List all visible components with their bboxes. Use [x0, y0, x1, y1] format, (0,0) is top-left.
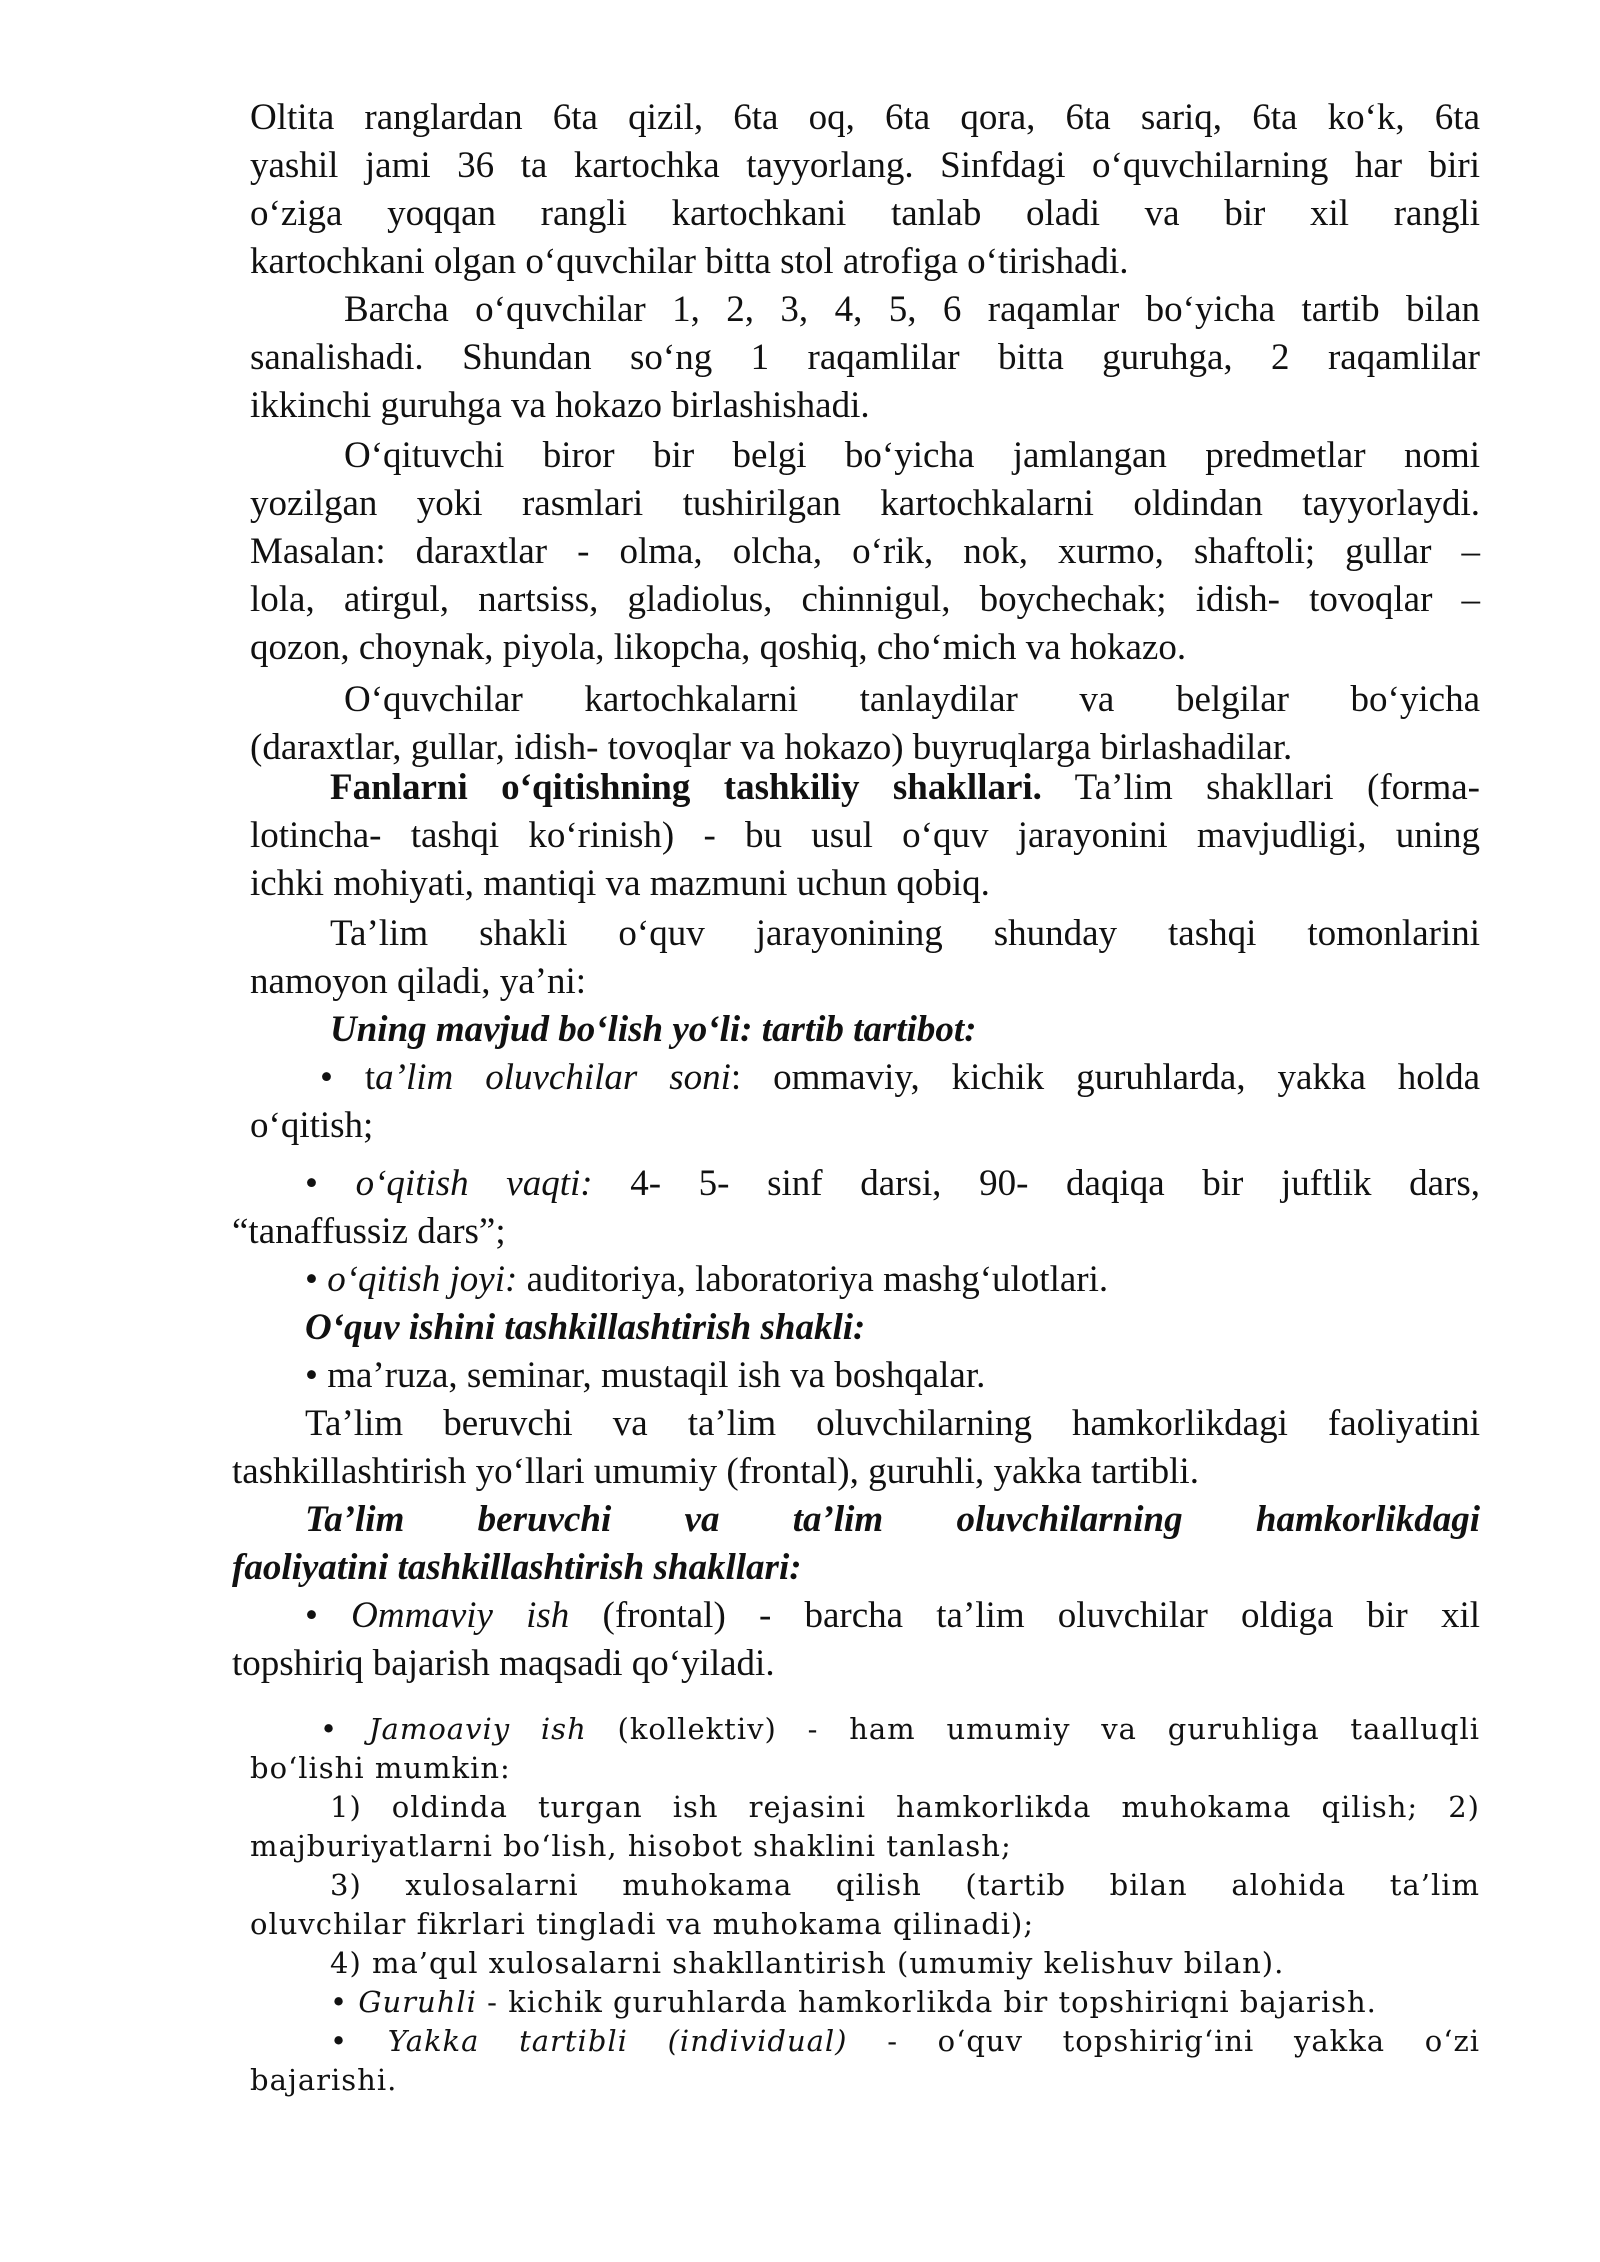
- paragraph-forms-of-teaching-cont: [250, 812, 1480, 908]
- text-line: o‘qitish;: [250, 1105, 374, 1146]
- text-line: topshiriq bajarish maqsadi qo‘yiladi.: [232, 1643, 775, 1684]
- text-line: [320, 1054, 1480, 1102]
- term-italic: o‘qitish vaqti:: [355, 1163, 593, 1204]
- paragraph-cooperation-ways: [305, 1400, 1480, 1448]
- text-line: 4) ma’qul xulosalarni shakllantirish (umumiy kelishuv bilan).: [330, 1946, 1285, 1980]
- paragraph-numbering: [344, 286, 1480, 334]
- term-italic: Yakka tartibli (individual): [387, 2024, 848, 2058]
- text-line: [305, 1256, 1480, 1304]
- term-italic: o‘qitish joyi:: [327, 1259, 518, 1300]
- term-italic: Ommaviy ish: [351, 1595, 570, 1636]
- subheading-organization-form: [305, 1304, 1480, 1352]
- text-line: Barcha o‘quvchilar 1, 2, 3, 4, 5, 6 raqamlar bo‘yicha tartib bilan: [344, 289, 1480, 330]
- bullet-teaching-time-cont: [232, 1208, 1480, 1256]
- text-line: (daraxtlar, gullar, idish- tovoqlar va hokazo) buyruqlarga birlashadilar.: [250, 727, 1293, 768]
- bullet-marker: •: [305, 1259, 328, 1300]
- text-line: ichki mohiyati, mantiqi va mazmuni uchun qobiq.: [250, 863, 990, 904]
- step-plan-discussion-cont: [250, 1827, 1480, 1866]
- text-line: [330, 764, 1480, 812]
- text-line: O‘qituvchi biror bir belgi bo‘yicha jamlangan predmetlar nomi: [344, 435, 1480, 476]
- bullet-marker: •: [330, 1985, 359, 2019]
- bullet-individual-work-cont: [250, 2061, 1480, 2100]
- paragraph-forms-of-teaching: [330, 764, 1480, 812]
- bullet-collective-work: [320, 1710, 1480, 1749]
- text-span: : ommaviy, kichik guruhlarda, yakka holda: [730, 1057, 1480, 1098]
- text-line: faoliyatini tashkillashtirish shakllari:: [232, 1547, 802, 1588]
- text-line: lola, atirgul, nartsiss, gladiolus, chinnigul, boychechak; idish- tovoqlar –: [250, 579, 1480, 620]
- text-line: [320, 1710, 1480, 1749]
- text-line: 1) oldinda turgan ish rejasini hamkorlikda muhokama qilish; 2): [330, 1790, 1480, 1824]
- text-line: [330, 2022, 1480, 2061]
- bullet-frontal-work-cont: [232, 1640, 1480, 1688]
- text-line: Ta’lim beruvchi va ta’lim oluvchilarning hamkorlikdagi: [305, 1499, 1480, 1540]
- paragraph-colored-cards-cont: [250, 142, 1480, 286]
- text-line: oluvchilar fikrlari tingladi va muhokama qilinadi);: [250, 1907, 1035, 1941]
- text-line: yozilgan yoki rasmlari tushirilgan kartochkalarni oldindan tayyorlaydi.: [250, 483, 1480, 524]
- paragraph-teacher-cards-cont: [250, 480, 1480, 672]
- text-line: O‘quv ishini tashkillashtirish shakli:: [305, 1307, 866, 1348]
- bullet-collective-work-cont: [250, 1749, 1480, 1788]
- text-line: kartochkani olgan o‘quvchilar bitta stol atrofiga o‘tirishadi.: [250, 241, 1129, 282]
- bullet-teaching-time: [305, 1160, 1480, 1208]
- term-italic: Jamoaviy ish: [368, 1712, 587, 1746]
- bullet-teaching-place: [305, 1256, 1480, 1304]
- text-line: Ta’lim beruvchi va ta’lim oluvchilarning hamkorlikdagi faoliyatini: [305, 1403, 1480, 1444]
- text-line: yashil jami 36 ta kartochka tayyorlang. Sinfdagi o‘quvchilarning har biri: [250, 145, 1480, 186]
- paragraph-colored-cards: [250, 94, 1480, 142]
- text-line: Masalan: daraxtlar - olma, olcha, o‘rik, nok, xurmo, shaftoli; gullar –: [250, 531, 1480, 572]
- paragraph-students-choose: [344, 676, 1480, 724]
- text-line: [305, 1160, 1480, 1208]
- bullet-individual-work: [330, 2022, 1480, 2061]
- text-line: Oltita ranglardan 6ta qizil, 6ta oq, 6ta qora, 6ta sariq, 6ta ko‘k, 6ta: [250, 97, 1480, 138]
- bullet-marker: •: [320, 1712, 369, 1746]
- bullet-marker: •: [305, 1163, 356, 1204]
- text-line: O‘quvchilar kartochkalarni tanlaydilar va belgilar bo‘yicha: [344, 679, 1480, 720]
- text-span: auditoriya, laboratoriya mashg‘ulotlari.: [517, 1259, 1109, 1300]
- text-line: bajarishi.: [250, 2063, 398, 2097]
- bullet-lecture-seminar: [305, 1352, 1480, 1400]
- bullet-learners-count-cont: [250, 1102, 1480, 1150]
- paragraph-external-aspects-cont: [250, 958, 1480, 1006]
- text-span: (kollektiv) - ham umumiy va guruhliga taalluqli: [586, 1712, 1480, 1746]
- text-span: 4- 5- sinf darsi, 90- daqiqa bir juftlik dars,: [592, 1163, 1480, 1204]
- bullet-group-work: [330, 1983, 1480, 2022]
- text-span: - kichik guruhlarda hamkorlikda bir topshiriqni bajarish.: [476, 1985, 1377, 2019]
- paragraph-external-aspects: [330, 910, 1480, 958]
- text-line: • ma’ruza, seminar, mustaqil ish va boshqalar.: [305, 1355, 986, 1396]
- text-span: (frontal) - barcha ta’lim oluvchilar oldiga bir xil: [569, 1595, 1480, 1636]
- text-line: [305, 1592, 1480, 1640]
- text-line: Uning mavjud bo‘lish yo‘li: tartib tartibot:: [330, 1009, 977, 1050]
- text-line: [330, 1983, 1480, 2022]
- step-plan-discussion: [330, 1788, 1480, 1827]
- text-line: qozon, choynak, piyola, likopcha, qoshiq, cho‘mich va hokazo.: [250, 627, 1187, 668]
- text-line: majburiyatlarni bo‘lish, hisobot shaklini tanlash;: [250, 1829, 1012, 1863]
- text-line: “tanaffussiz dars”;: [232, 1211, 506, 1252]
- text-line: bo‘lishi mumkin:: [250, 1751, 511, 1785]
- text-line: sanalishadi. Shundan so‘ng 1 raqamlilar bitta guruhga, 2 raqamlilar: [250, 337, 1480, 378]
- text-span: - o‘quv topshirig‘ini yakka o‘zi: [847, 2024, 1481, 2058]
- text-line: ikkinchi guruhga va hokazo birlashishadi.: [250, 385, 870, 426]
- bullet-marker: • t: [320, 1057, 376, 1098]
- paragraph-cooperation-ways-cont: [232, 1448, 1480, 1496]
- subheading-cooperation-forms: [305, 1496, 1480, 1544]
- step-conclusions-discussion: [330, 1866, 1480, 1905]
- text-line: lotincha- tashqi ko‘rinish) - bu usul o‘quv jarayonini mavjudligi, uning: [250, 815, 1480, 856]
- paragraph-teacher-cards: [344, 432, 1480, 480]
- step-formulate-conclusions: [330, 1944, 1480, 1983]
- bullet-marker: •: [305, 1595, 352, 1636]
- paragraph-numbering-cont: [250, 334, 1480, 430]
- bullet-marker: •: [330, 2024, 388, 2058]
- text-line: namoyon qiladi, ya’ni:: [250, 961, 587, 1002]
- bullet-frontal-work: [305, 1592, 1480, 1640]
- subheading-existence-mode: [330, 1006, 1480, 1054]
- step-conclusions-discussion-cont: [250, 1905, 1480, 1944]
- text-line: Ta’lim shakli o‘quv jarayonining shunday tashqi tomonlarini: [330, 913, 1480, 954]
- section-heading: Fanlarni o‘qitishning tashkiliy shakllari.: [330, 767, 1042, 808]
- term-italic: Guruhli: [358, 1985, 477, 2019]
- text-line: o‘ziga yoqqan rangli kartochkani tanlab oladi va bir xil rangli: [250, 193, 1480, 234]
- text-line: tashkillashtirish yo‘llari umumiy (frontal), guruhli, yakka tartibli.: [232, 1451, 1199, 1492]
- bullet-learners-count: [320, 1054, 1480, 1102]
- text-line: 3) xulosalarni muhokama qilish (tartib bilan alohida ta’lim: [330, 1868, 1480, 1902]
- subheading-cooperation-forms-cont: [232, 1544, 1480, 1592]
- term-italic: a’lim oluvchilar soni: [375, 1057, 731, 1098]
- text-span: Ta’lim shakllari (forma-: [1041, 767, 1480, 808]
